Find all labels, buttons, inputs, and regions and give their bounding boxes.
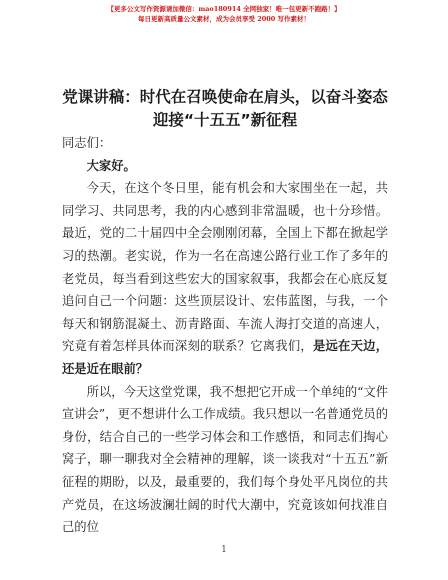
greeting	[62, 155, 388, 178]
paragraph-1	[62, 177, 388, 380]
document-body	[62, 132, 388, 539]
paragraph-2	[62, 381, 388, 539]
paragraph-1-bold-question: 是远在天边，还是近在眼前？	[62, 339, 388, 376]
promo-banner	[0, 4, 448, 24]
greeting-text: 大家好。	[86, 158, 136, 173]
paragraph-2-text: 所以，今天这堂党课，我不想把它开成一个单纯的“文件宣讲会”，更不想讲什么工作成绩。我只想以一名普通党员的身份，结合自己的一些学习体会和工作感悟，和同志们掏心窝子，聊一聊我对全会精神的理解，谈一谈我对“十五五”新征程的期盼，以及，最重要的，我们每个身处平凡岗位的共产党员，在这场波澜壮阔的时代大潮中，究竟该如何找准自己的位	[62, 384, 389, 535]
page-number: 1	[221, 545, 227, 555]
paragraph-1-text: 今天，在这个冬日里，能有机会和大家围坐在一起，共同学习、共同思考，我的内心感到非常温暖，也十分珍惜。最近，党的二十届四中全会刚刚闭幕，全国上下都在掀起学习的热潮。老实说，作为一名在高速公路行业工作了多年的老党员，每当看到这些宏大的国家叙事，我都会在心底反复追问自己一个问题：这些顶层设计、宏伟蓝图，与我，一个每天和钢筋混凝土、沥青路面、车流人海打交道的高速人，究竟有着怎样具体而深刻的联系？它离我们，	[62, 181, 388, 354]
salutation: 同志们：	[62, 136, 112, 150]
promo-banner-line-1: 【更多公文写作资源请加微信：mao180914 全网独家！唯一包更新不跑路！】	[107, 5, 341, 13]
document-title: 党课讲稿：时代在召唤使命在肩头，以奋斗姿态迎接“十五五”新征程	[62, 88, 388, 129]
promo-banner-line-2: 每日更新高质量公文素材，成为会员享受 2000 写作素材！	[137, 15, 311, 23]
